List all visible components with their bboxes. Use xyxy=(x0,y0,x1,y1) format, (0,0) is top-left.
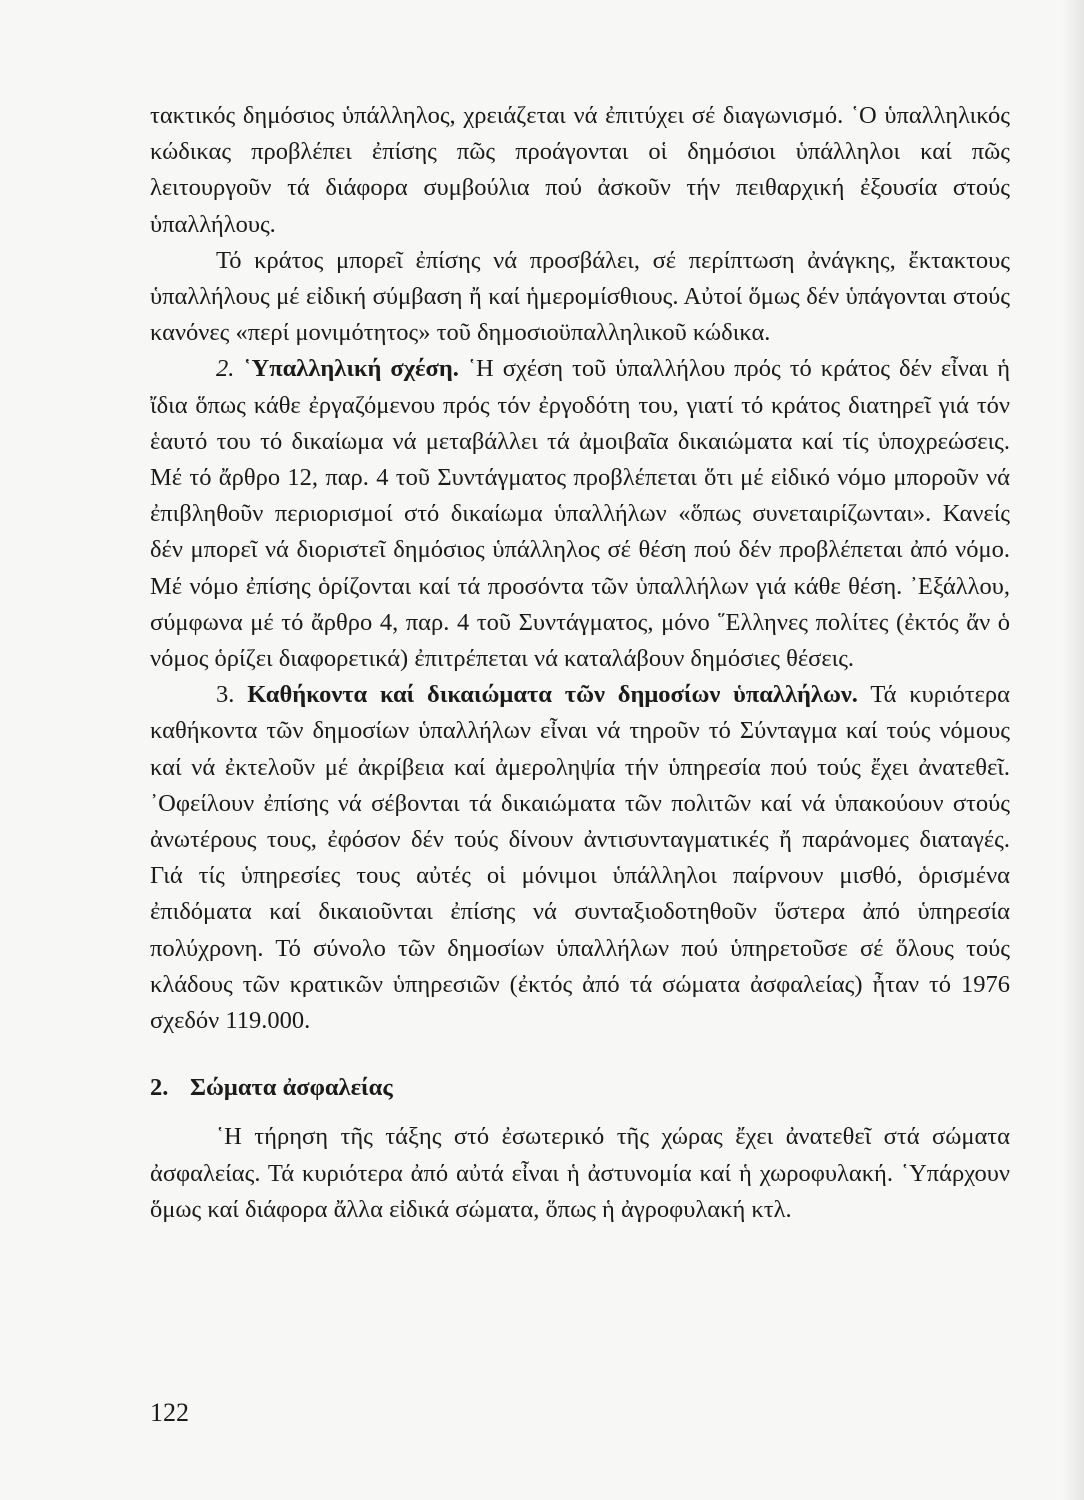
subsection-number-3: 3. xyxy=(216,681,235,709)
paragraph-5: ῾Η τήρηση τῆς τάξης στό ἐσωτερικό τῆς χώρας ἔχει ἀνατεθεῖ στά σώματα ἀσφαλείας. Τά κυριότερα ἀπό αὐτά εἶναι ἡ ἀστυνομία καί ἡ χωροφυλακή. ῾Υπάρχουν ὅμως καί διάφορα ἄλλα εἰδικά σώματα, ὅπως ἡ ἀγροφυλακή κτλ. xyxy=(150,1123,1010,1223)
section-heading xyxy=(150,1070,1010,1106)
page-edge-shadow xyxy=(1062,0,1084,1500)
paragraph-3 xyxy=(150,351,1010,677)
section-number: 2. xyxy=(150,1074,169,1102)
paragraph-4-body: Τά κυριότερα καθήκοντα τῶν δημοσίων ὑπαλλήλων εἶναι νά τηροῦν τό Σύνταγμα καί τούς νόμους καί νά ἐκτελοῦν μέ ἀκρίβεια καί ἀμεροληψία τήν ὑπηρεσία πού τούς ἔχει ἀνατεθεῖ. ᾿Οφείλουν ἐπίσης νά σέβονται τά δικαιώματα τῶν πολιτῶν καί νά ὑπακούουν στούς ἀνωτέρους τους, ἐφόσον δέν τούς δίνουν ἀντισυνταγματικές ἤ παράνομες διαταγές. Γιά τίς ὑπηρεσίες τους αὐτές οἱ μόνιμοι ὑπάλληλοι παίρνουν μισθό, ὁρισμένα ἐπιδόματα καί δικαιοῦνται ἐπίσης νά συνταξιοδοτηθοῦν ὕστερα ἀπό ὑπηρεσία πολύχρονη. Τό σύνολο τῶν δημοσίων ὑπαλλήλων πού ὑπηρετοῦσε σέ ὅλους τούς κλάδους τῶν κρατικῶν ὑπηρεσιῶν (ἐκτός ἀπό τά σώματα ἀσφαλείας) ἦταν τό 1976 σχεδόν 119.000. xyxy=(150,681,1010,1035)
paragraph-4 xyxy=(150,677,1010,1039)
page-number: 122 xyxy=(150,1398,189,1427)
paragraph-3-body: ῾Η σχέση τοῦ ὑπαλλήλου πρός τό κράτος δέν εἶναι ἡ ἴδια ὅπως κάθε ἐργαζόμενου πρός τόν ἐργοδότη του, γιατί τό κράτος διατηρεῖ γιά τόν ἑαυτό του τό δικαίωμα νά μεταβάλλει τά ἀμοιβαῖα δικαιώματα καί τίς ὑποχρεώσεις. Μέ τό ἄρθρο 12, παρ. 4 τοῦ Συντάγματος προβλέπεται ὅτι μέ εἰδικό νόμο μποροῦν νά ἐπιβληθοῦν περιορισμοί στό δικαίωμα ὑπαλλήλων «ὅπως συνεταιρίζωνται». Κανείς δέν μπορεῖ νά διοριστεῖ δημόσιος ὑπάλληλος σέ θέση πού δέν προβλέπεται ἀπό νόμο. Μέ νόμο ἐπίσης ὁρίζονται καί τά προσόντα τῶν ὑπαλλήλων γιά κάθε θέση. ᾿Εξάλλου, σύμφωνα μέ τό ἄρθρο 4, παρ. 4 τοῦ Συντάγματος, μόνο ῞Ελληνες πολίτες (ἐκτός ἄν ὁ νόμος ὁρίζει διαφορετικά) ἐπιτρέπεται νά καταλάβουν δημόσιες θέσεις. xyxy=(150,355,1011,673)
paragraph-2: Τό κράτος μπορεῖ ἐπίσης νά προσβάλει, σέ περίπτωση ἀνάγκης, ἔκτακτους ὑπαλλήλους μέ εἰδική σύμβαση ἤ καί ἡμερομίσθιους. Αὐτοί ὅμως δέν ὑπάγονται στούς κανόνες «περί μονιμότητος» τοῦ δημοσιοϋπαλληλικοῦ κώδικα. xyxy=(150,246,1010,347)
section-title: Σώματα ἀσφαλείας xyxy=(190,1074,393,1102)
subsection-title-employment-relation: ῾Υπαλληλική σχέση. xyxy=(243,355,459,383)
paragraph-1: τακτικός δημόσιος ὑπάλληλος, χρειάζεται νά ἐπιτύχει σέ διαγωνισμό. ῾Ο ὑπαλληλικός κώδικας προβλέπει ἐπίσης πῶς προάγονται οἱ δημόσιοι ὑπάλληλοι καί πῶς λειτουργοῦν τά διάφορα συμβούλια πού ἀσκοῦν τήν πειθαρχική ἐξουσία στούς ὑπαλλήλους. xyxy=(150,102,1010,238)
subsection-number-2: 2. xyxy=(216,355,235,383)
body-text xyxy=(150,98,1010,1228)
subsection-title-duties-rights: Καθήκοντα καί δικαιώματα τῶν δημοσίων ὑπαλλήλων. xyxy=(247,681,858,709)
